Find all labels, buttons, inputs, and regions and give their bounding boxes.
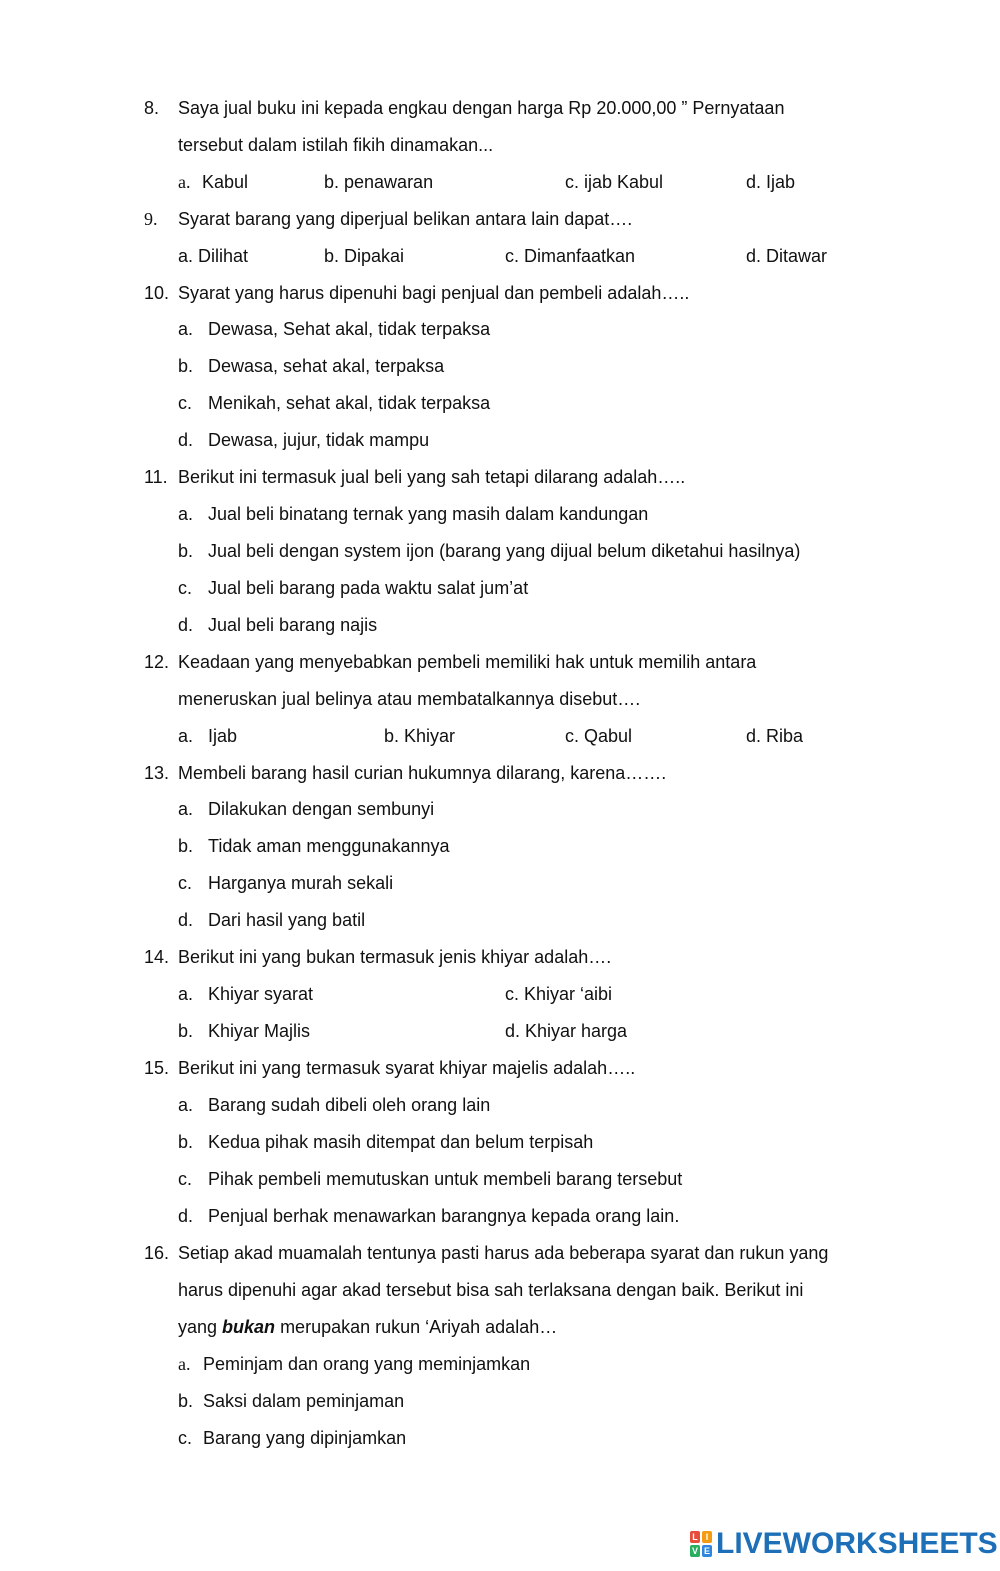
question-text: Membeli barang hasil curian hukumnya dilarang, karena…….: [178, 763, 667, 783]
question-text: Berikut ini yang bukan termasuk jenis khiyar adalah….: [178, 947, 612, 967]
liveworksheets-logo: [690, 1528, 998, 1560]
option-letter: c.: [178, 1169, 193, 1189]
text-run: merupakan rukun ‘Ariyah adalah…: [275, 1317, 558, 1337]
question-number: 11.: [144, 467, 168, 487]
question-number: 10.: [144, 283, 170, 303]
option-c: c. Qabul: [565, 726, 633, 746]
text-run: yang: [178, 1317, 223, 1337]
option-text: Barang yang dipinjamkan: [203, 1428, 407, 1448]
option-letter: b.: [178, 1021, 194, 1041]
option-text: Menikah, sehat akal, tidak terpaksa: [208, 393, 491, 413]
question-text: Keadaan yang menyebabkan pembeli memiliki hak untuk memilih antara: [178, 652, 757, 672]
option-text: Jual beli dengan system ijon (barang yang dijual belum diketahui hasilnya): [208, 541, 801, 561]
option-text: Dari hasil yang batil: [208, 910, 366, 930]
liveworksheets-logo-icon: [690, 1531, 712, 1557]
option-text: Peminjam dan orang yang meminjamkan: [203, 1354, 531, 1374]
option-letter: a.: [178, 319, 194, 339]
option-d: d. Ijab: [746, 172, 796, 192]
option-letter: c.: [178, 1428, 193, 1448]
question-text: meneruskan jual belinya atau membatalkannya disebut….: [178, 689, 641, 709]
option-letter: b.: [178, 1132, 194, 1152]
question-text: Berikut ini yang termasuk syarat khiyar majelis adalah…..: [178, 1058, 636, 1078]
question-number: 9.: [144, 209, 158, 229]
question-text: tersebut dalam istilah fikih dinamakan...: [178, 135, 494, 155]
option-letter: d.: [178, 910, 194, 930]
option-letter: d.: [178, 1206, 194, 1226]
option-d: d. Khiyar harga: [505, 1021, 628, 1041]
option-letter: a.: [178, 984, 194, 1004]
option-text: Jual beli barang najis: [208, 615, 378, 635]
option-letter: a.: [178, 799, 194, 819]
option-letter: d.: [178, 430, 194, 450]
emphasis-word: bukan: [222, 1317, 276, 1337]
option-text: Tidak aman menggunakannya: [208, 836, 450, 856]
option-text: Harganya murah sekali: [208, 873, 394, 893]
option-letter: a.: [178, 1354, 191, 1374]
option-letter: d.: [178, 615, 194, 635]
option-letter: a.: [178, 726, 194, 746]
option-letter: c.: [178, 873, 193, 893]
option-a: Khiyar syarat: [208, 984, 314, 1004]
logo-tile: I: [702, 1531, 712, 1543]
question-text: Syarat barang yang diperjual belikan antara lain dapat….: [178, 209, 633, 229]
option-text: Jual beli barang pada waktu salat jum’at: [208, 578, 529, 598]
question-number: 15.: [144, 1058, 170, 1078]
option-text: Dilakukan dengan sembunyi: [208, 799, 435, 819]
option-c: c. ijab Kabul: [565, 172, 664, 192]
logo-tile: L: [690, 1531, 700, 1543]
option-letter: b.: [178, 356, 194, 376]
option-b: Khiyar Majlis: [208, 1021, 311, 1041]
option-a: Kabul: [202, 172, 249, 192]
option-b: b. Dipakai: [324, 246, 405, 266]
option-d: d. Ditawar: [746, 246, 828, 266]
option-c: c. Khiyar ‘aibi: [505, 984, 613, 1004]
question-number: 13.: [144, 763, 170, 783]
option-a: a. Dilihat: [178, 246, 249, 266]
option-letter: a.: [178, 504, 194, 524]
option-letter: b.: [178, 836, 194, 856]
question-number: 14.: [144, 947, 170, 967]
option-letter: a.: [178, 1095, 194, 1115]
liveworksheets-logo-text: LIVEWORKSHEETS: [716, 1527, 998, 1560]
option-text: Dewasa, sehat akal, terpaksa: [208, 356, 445, 376]
option-text: Kedua pihak masih ditempat dan belum terpisah: [208, 1132, 594, 1152]
question-text: Setiap akad muamalah tentunya pasti harus ada beberapa syarat dan rukun yang: [178, 1243, 829, 1263]
option-text: Pihak pembeli memutuskan untuk membeli barang tersebut: [208, 1169, 683, 1189]
option-a: Ijab: [208, 726, 238, 746]
question-text: [178, 1316, 557, 1338]
option-text: Saksi dalam peminjaman: [203, 1391, 405, 1411]
question-number: 8.: [144, 98, 160, 118]
question-number: 12.: [144, 652, 170, 672]
question-number: 16.: [144, 1243, 170, 1263]
question-text: Syarat yang harus dipenuhi bagi penjual dan pembeli adalah…..: [178, 283, 690, 303]
logo-tile: E: [703, 1546, 710, 1556]
option-letter: c.: [178, 578, 193, 598]
option-text: Penjual berhak menawarkan barangnya kepada orang lain.: [208, 1206, 680, 1226]
option-text: Barang sudah dibeli oleh orang lain: [208, 1095, 491, 1115]
option-b: b. penawaran: [324, 172, 434, 192]
option-letter: b.: [178, 541, 194, 561]
option-c: c. Dimanfaatkan: [505, 246, 636, 266]
option-letter: c.: [178, 393, 193, 413]
option-text: Dewasa, jujur, tidak mampu: [208, 430, 430, 450]
question-text: Berikut ini termasuk jual beli yang sah tetapi dilarang adalah…..: [178, 467, 686, 487]
option-letter: b.: [178, 1391, 194, 1411]
question-text: Saya jual buku ini kepada engkau dengan harga Rp 20.000,00 ” Pernyataan: [178, 98, 785, 118]
option-text: Jual beli binatang ternak yang masih dalam kandungan: [208, 504, 649, 524]
question-text: harus dipenuhi agar akad tersebut bisa sah terlaksana dengan baik. Berikut ini: [178, 1280, 804, 1300]
logo-tile: V: [691, 1546, 698, 1556]
option-letter: a.: [178, 172, 191, 192]
option-b: b. Khiyar: [384, 726, 456, 746]
option-text: Dewasa, Sehat akal, tidak terpaksa: [208, 319, 491, 339]
option-d: d. Riba: [746, 726, 804, 746]
